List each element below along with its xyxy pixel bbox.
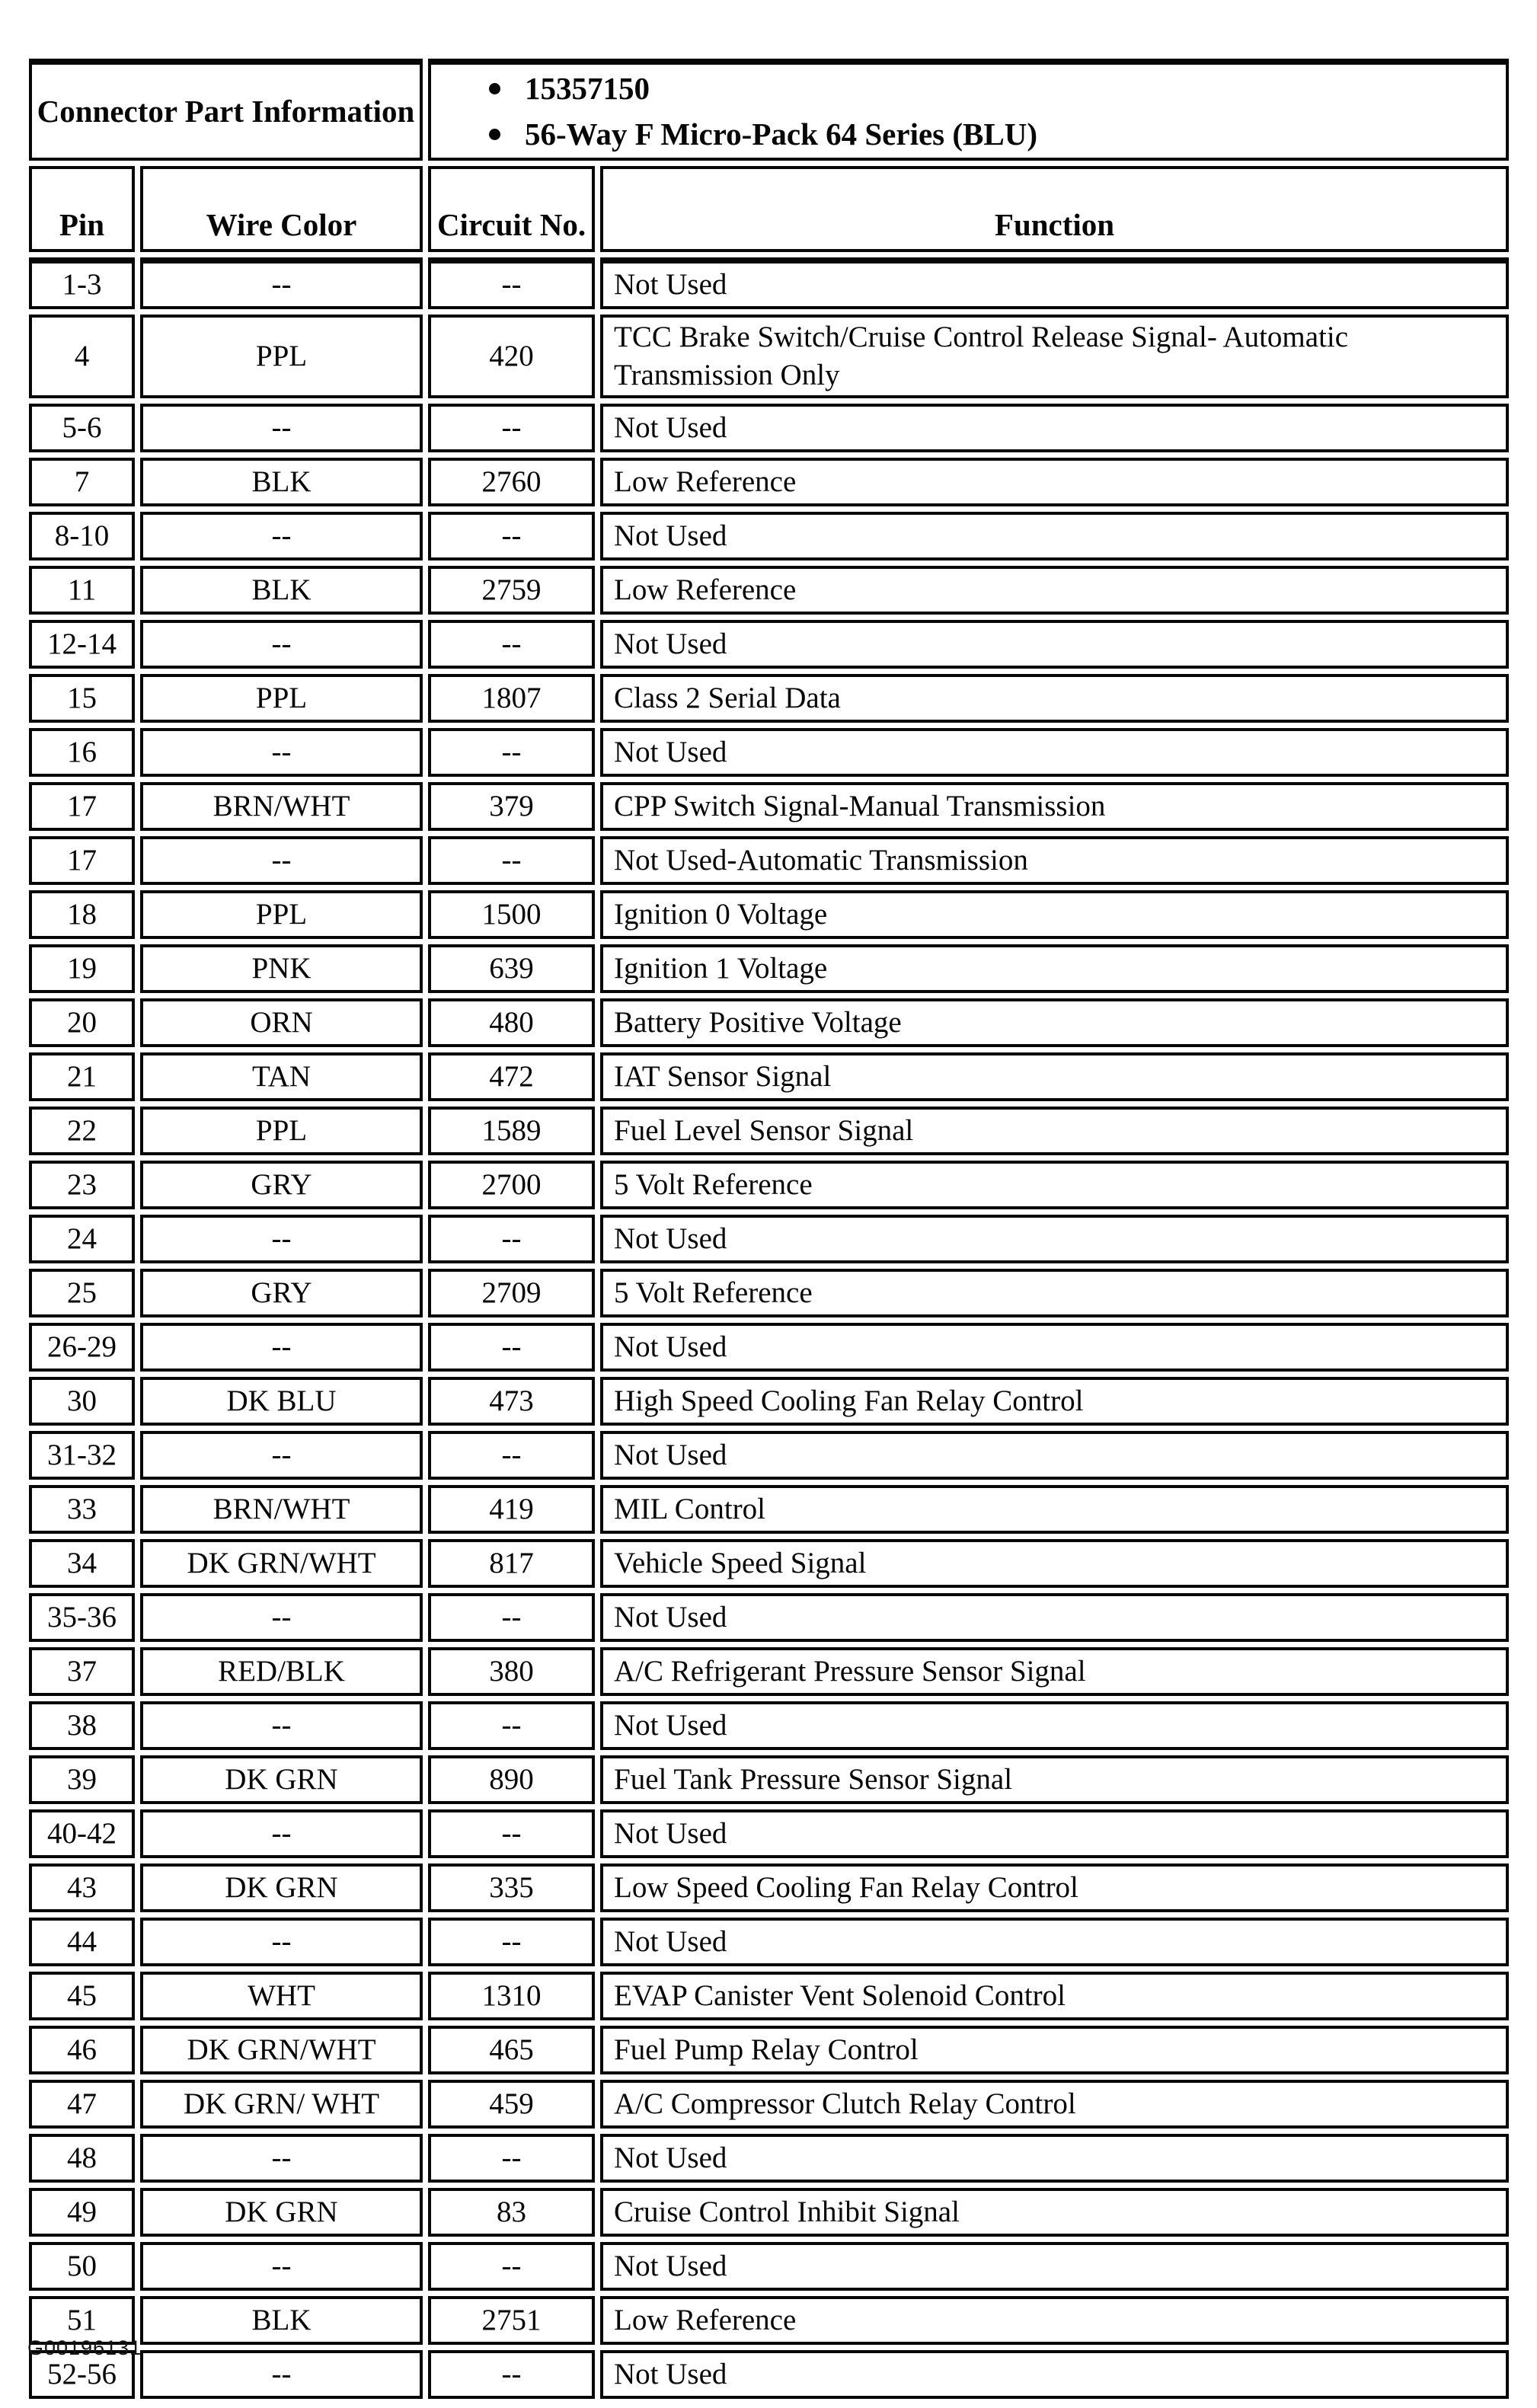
pin-cell: 21 xyxy=(29,1052,135,1101)
function-cell: High Speed Cooling Fan Relay Control xyxy=(600,1377,1509,1426)
circuit-cell: 1310 xyxy=(428,1972,595,2020)
table-row xyxy=(29,2242,1509,2291)
wire-color-cell: DK GRN xyxy=(140,2188,423,2237)
pin-cell: 26-29 xyxy=(29,1323,135,1372)
wire-color-cell: DK BLU xyxy=(140,1377,423,1426)
wire-color-cell: BRN/WHT xyxy=(140,1485,423,1534)
pin-cell: 18 xyxy=(29,890,135,939)
circuit-cell: 639 xyxy=(428,944,595,993)
circuit-cell: -- xyxy=(428,2242,595,2291)
circuit-cell: 465 xyxy=(428,2026,595,2074)
pin-cell: 1-3 xyxy=(29,257,135,309)
wire-color-cell: DK GRN xyxy=(140,1863,423,1912)
function-cell: Not Used xyxy=(600,1431,1509,1480)
function-cell: A/C Compressor Clutch Relay Control xyxy=(600,2080,1509,2129)
table-row xyxy=(29,674,1509,723)
wire-color-cell: DK GRN/ WHT xyxy=(140,2080,423,2129)
pin-cell: 7 xyxy=(29,458,135,506)
connector-part-info-header: Connector Part Information xyxy=(29,59,423,161)
circuit-cell: -- xyxy=(428,1809,595,1858)
wire-color-cell: -- xyxy=(140,1809,423,1858)
circuit-cell: -- xyxy=(428,1323,595,1372)
wire-color-cell: -- xyxy=(140,1323,423,1372)
wire-color-cell: PPL xyxy=(140,674,423,723)
function-cell: Not Used xyxy=(600,2134,1509,2183)
function-cell: Not Used xyxy=(600,1215,1509,1263)
function-cell: Ignition 1 Voltage xyxy=(600,944,1509,993)
function-cell: Not Used xyxy=(600,257,1509,309)
table-row xyxy=(29,1863,1509,1912)
function-cell: Not Used xyxy=(600,2242,1509,2291)
connector-id-text: 56-Way F Micro-Pack 64 Series (BLU) xyxy=(525,117,1037,152)
table-row xyxy=(29,1485,1509,1534)
pin-cell: 16 xyxy=(29,728,135,777)
function-cell: TCC Brake Switch/Cruise Control Release Signal- Automatic Transmission Only xyxy=(600,315,1509,398)
column-header-wire-color: Wire Color xyxy=(140,166,423,252)
wire-color-cell: DK GRN xyxy=(140,1755,423,1804)
table-row xyxy=(29,2026,1509,2074)
table-row xyxy=(29,1215,1509,1263)
pin-cell: 31-32 xyxy=(29,1431,135,1480)
circuit-cell: 2759 xyxy=(428,566,595,615)
pin-cell: 34 xyxy=(29,1539,135,1588)
pin-cell: 15 xyxy=(29,674,135,723)
function-cell: Not Used xyxy=(600,620,1509,669)
column-header-row xyxy=(29,166,1509,252)
table-row xyxy=(29,620,1509,669)
table-row xyxy=(29,2134,1509,2183)
table-row xyxy=(29,566,1509,615)
function-cell: Not Used xyxy=(600,1593,1509,1642)
wire-color-cell: -- xyxy=(140,257,423,309)
wire-color-cell: -- xyxy=(140,2134,423,2183)
circuit-cell: 379 xyxy=(428,782,595,831)
circuit-cell: -- xyxy=(428,404,595,452)
wire-color-cell: PPL xyxy=(140,890,423,939)
circuit-cell: -- xyxy=(428,1431,595,1480)
wire-color-cell: WHT xyxy=(140,1972,423,2020)
table-row xyxy=(29,1809,1509,1858)
wire-color-cell: BLK xyxy=(140,2296,423,2345)
wire-color-cell: DK GRN/WHT xyxy=(140,2026,423,2074)
table-row xyxy=(29,1107,1509,1155)
circuit-cell: -- xyxy=(428,2134,595,2183)
function-cell: A/C Refrigerant Pressure Sensor Signal xyxy=(600,1647,1509,1696)
wire-color-cell: -- xyxy=(140,620,423,669)
table-row xyxy=(29,1052,1509,1101)
wire-color-cell: -- xyxy=(140,1593,423,1642)
wire-color-cell: RED/BLK xyxy=(140,1647,423,1696)
function-cell: Low Reference xyxy=(600,458,1509,506)
connector-info-row xyxy=(29,59,1509,161)
wire-color-cell: GRY xyxy=(140,1269,423,1317)
function-cell: Not Used xyxy=(600,1809,1509,1858)
table-row xyxy=(29,1647,1509,1696)
circuit-cell: -- xyxy=(428,2350,595,2399)
pin-cell: 51 xyxy=(29,2296,135,2345)
circuit-cell: 890 xyxy=(428,1755,595,1804)
pin-cell: 43 xyxy=(29,1863,135,1912)
pin-cell: 12-14 xyxy=(29,620,135,669)
circuit-cell: -- xyxy=(428,1918,595,1966)
pin-cell: 37 xyxy=(29,1647,135,1696)
function-cell: Not Used-Automatic Transmission xyxy=(600,836,1509,885)
pin-cell: 39 xyxy=(29,1755,135,1804)
pin-cell: 48 xyxy=(29,2134,135,2183)
circuit-cell: -- xyxy=(428,620,595,669)
table-row xyxy=(29,404,1509,452)
function-cell: Not Used xyxy=(600,404,1509,452)
function-cell: 5 Volt Reference xyxy=(600,1161,1509,1209)
wire-color-cell: PPL xyxy=(140,1107,423,1155)
pin-cell: 46 xyxy=(29,2026,135,2074)
wire-color-cell: -- xyxy=(140,512,423,560)
table-row xyxy=(29,1539,1509,1588)
circuit-cell: 2709 xyxy=(428,1269,595,1317)
function-cell: Not Used xyxy=(600,1918,1509,1966)
wire-color-cell: -- xyxy=(140,1918,423,1966)
circuit-cell: 480 xyxy=(428,998,595,1047)
pin-cell: 25 xyxy=(29,1269,135,1317)
function-cell: Not Used xyxy=(600,2350,1509,2399)
circuit-cell: 472 xyxy=(428,1052,595,1101)
pin-cell: 52-56 xyxy=(29,2350,135,2399)
function-cell: Battery Positive Voltage xyxy=(600,998,1509,1047)
table-row xyxy=(29,1593,1509,1642)
pin-cell: 38 xyxy=(29,1701,135,1750)
circuit-cell: 2760 xyxy=(428,458,595,506)
table-row xyxy=(29,890,1509,939)
wire-color-cell: TAN xyxy=(140,1052,423,1101)
pin-cell: 45 xyxy=(29,1972,135,2020)
circuit-cell: 459 xyxy=(428,2080,595,2129)
pinout-body xyxy=(29,257,1509,2399)
table-row xyxy=(29,315,1509,398)
table-row xyxy=(29,1323,1509,1372)
circuit-cell: 1807 xyxy=(428,674,595,723)
pin-cell: 47 xyxy=(29,2080,135,2129)
function-cell: Class 2 Serial Data xyxy=(600,674,1509,723)
wire-color-cell: -- xyxy=(140,2350,423,2399)
function-cell: EVAP Canister Vent Solenoid Control xyxy=(600,1972,1509,2020)
function-cell: Low Speed Cooling Fan Relay Control xyxy=(600,1863,1509,1912)
connector-id-item xyxy=(489,65,1505,111)
table-row xyxy=(29,2188,1509,2237)
circuit-cell: -- xyxy=(428,1215,595,1263)
table-row xyxy=(29,1431,1509,1480)
circuit-cell: 2700 xyxy=(428,1161,595,1209)
table-row xyxy=(29,257,1509,309)
function-cell: Fuel Tank Pressure Sensor Signal xyxy=(600,1755,1509,1804)
table-row xyxy=(29,1755,1509,1804)
table-row xyxy=(29,2296,1509,2345)
column-header-circuit-no: Circuit No. xyxy=(428,166,595,252)
function-cell: MIL Control xyxy=(600,1485,1509,1534)
wire-color-cell: -- xyxy=(140,836,423,885)
wire-color-cell: PPL xyxy=(140,315,423,398)
wire-color-cell: PNK xyxy=(140,944,423,993)
wire-color-cell: BRN/WHT xyxy=(140,782,423,831)
pin-cell: 44 xyxy=(29,1918,135,1966)
pin-cell: 17 xyxy=(29,782,135,831)
pin-cell: 19 xyxy=(29,944,135,993)
connector-part-id-cell xyxy=(428,59,1509,161)
circuit-cell: 1589 xyxy=(428,1107,595,1155)
circuit-cell: -- xyxy=(428,257,595,309)
function-cell: Not Used xyxy=(600,512,1509,560)
pin-cell: 8-10 xyxy=(29,512,135,560)
function-cell: CPP Switch Signal-Manual Transmission xyxy=(600,782,1509,831)
function-cell: Low Reference xyxy=(600,2296,1509,2345)
pin-cell: 23 xyxy=(29,1161,135,1209)
table-row xyxy=(29,782,1509,831)
table-row xyxy=(29,944,1509,993)
circuit-cell: -- xyxy=(428,1701,595,1750)
connector-id-text: 15357150 xyxy=(525,71,650,106)
pin-cell: 5-6 xyxy=(29,404,135,452)
circuit-cell: 335 xyxy=(428,1863,595,1912)
table-row xyxy=(29,2350,1509,2399)
pin-cell: 40-42 xyxy=(29,1809,135,1858)
wire-color-cell: ORN xyxy=(140,998,423,1047)
circuit-cell: 83 xyxy=(428,2188,595,2237)
function-cell: Not Used xyxy=(600,1323,1509,1372)
wire-color-cell: BLK xyxy=(140,566,423,615)
figure-id: G00196131 xyxy=(27,2336,142,2359)
function-cell: Ignition 0 Voltage xyxy=(600,890,1509,939)
table-row xyxy=(29,1701,1509,1750)
table-row xyxy=(29,1972,1509,2020)
pin-cell: 24 xyxy=(29,1215,135,1263)
wire-color-cell: -- xyxy=(140,1431,423,1480)
bullet-icon xyxy=(489,129,500,140)
circuit-cell: 817 xyxy=(428,1539,595,1588)
circuit-cell: 1500 xyxy=(428,890,595,939)
function-cell: Not Used xyxy=(600,1701,1509,1750)
circuit-cell: 420 xyxy=(428,315,595,398)
pin-cell: 17 xyxy=(29,836,135,885)
function-cell: 5 Volt Reference xyxy=(600,1269,1509,1317)
pin-cell: 11 xyxy=(29,566,135,615)
pin-cell: 30 xyxy=(29,1377,135,1426)
wire-color-cell: -- xyxy=(140,404,423,452)
function-cell: Fuel Pump Relay Control xyxy=(600,2026,1509,2074)
wire-color-cell: -- xyxy=(140,728,423,777)
table-row xyxy=(29,728,1509,777)
pin-cell: 35-36 xyxy=(29,1593,135,1642)
table-row xyxy=(29,2080,1509,2129)
wire-color-cell: -- xyxy=(140,2242,423,2291)
pin-cell: 49 xyxy=(29,2188,135,2237)
circuit-cell: -- xyxy=(428,512,595,560)
connector-pinout-table xyxy=(24,53,1514,2404)
table-row xyxy=(29,512,1509,560)
table-row xyxy=(29,458,1509,506)
table-row xyxy=(29,1161,1509,1209)
circuit-cell: 473 xyxy=(428,1377,595,1426)
column-header-pin: Pin xyxy=(29,166,135,252)
connector-id-item xyxy=(489,111,1505,157)
pin-cell: 4 xyxy=(29,315,135,398)
circuit-cell: -- xyxy=(428,836,595,885)
pin-cell: 33 xyxy=(29,1485,135,1534)
bullet-icon xyxy=(489,83,500,94)
pin-cell: 50 xyxy=(29,2242,135,2291)
circuit-cell: -- xyxy=(428,728,595,777)
circuit-cell: 380 xyxy=(428,1647,595,1696)
function-cell: IAT Sensor Signal xyxy=(600,1052,1509,1101)
circuit-cell: 2751 xyxy=(428,2296,595,2345)
pin-cell: 22 xyxy=(29,1107,135,1155)
table-row xyxy=(29,1377,1509,1426)
pin-cell: 20 xyxy=(29,998,135,1047)
circuit-cell: 419 xyxy=(428,1485,595,1534)
table-row xyxy=(29,1918,1509,1966)
wire-color-cell: -- xyxy=(140,1701,423,1750)
function-cell: Vehicle Speed Signal xyxy=(600,1539,1509,1588)
wire-color-cell: DK GRN/WHT xyxy=(140,1539,423,1588)
circuit-cell: -- xyxy=(428,1593,595,1642)
function-cell: Fuel Level Sensor Signal xyxy=(600,1107,1509,1155)
function-cell: Not Used xyxy=(600,728,1509,777)
wire-color-cell: GRY xyxy=(140,1161,423,1209)
function-cell: Cruise Control Inhibit Signal xyxy=(600,2188,1509,2237)
function-cell: Low Reference xyxy=(600,566,1509,615)
wire-color-cell: BLK xyxy=(140,458,423,506)
connector-id-list xyxy=(489,65,1505,157)
table-row xyxy=(29,836,1509,885)
table-row xyxy=(29,1269,1509,1317)
wire-color-cell: -- xyxy=(140,1215,423,1263)
column-header-function: Function xyxy=(600,166,1509,252)
table-row xyxy=(29,998,1509,1047)
